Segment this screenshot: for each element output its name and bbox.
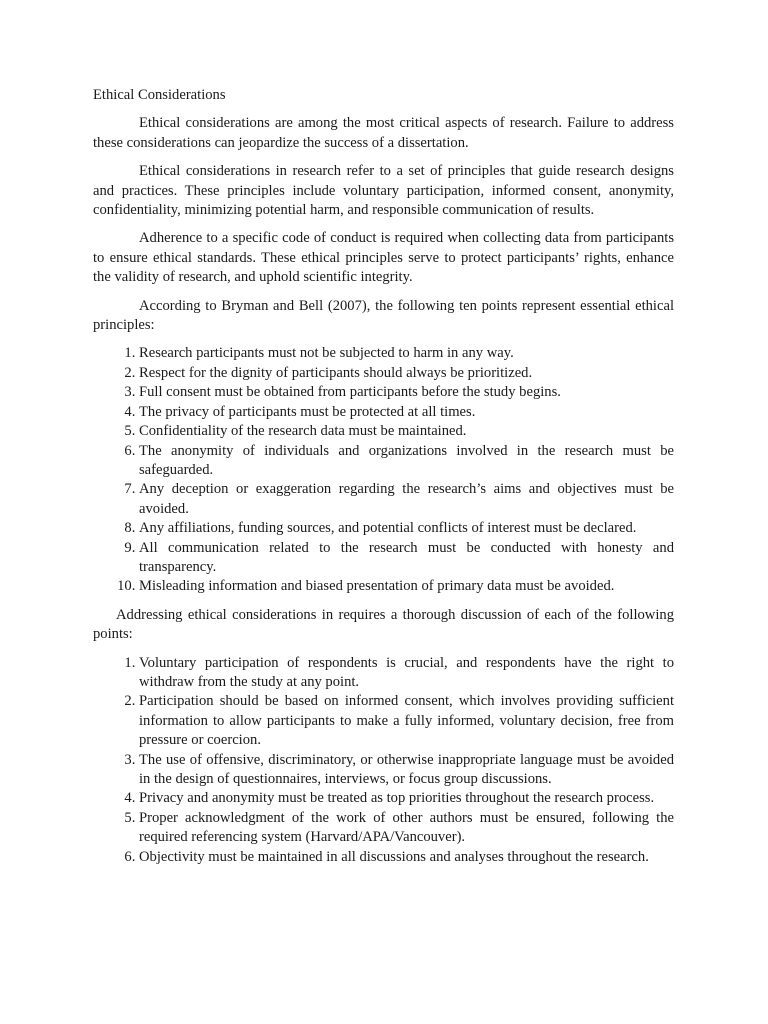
intro-paragraph-2: Ethical considerations in research refer to a set of principles that guide research designs and practices. These principles include voluntary participation, informed consent, anonymity, confidentiality, minimizing potential harm, and responsible communication of results.	[93, 163, 674, 219]
list-item: 3. Full consent must be obtained from participants before the study begins.	[139, 383, 674, 402]
list-item: 2. Participation should be based on informed consent, which involves providing sufficient information to allow participants to make a fully informed, voluntary decision, free from pressure or coercion.	[139, 692, 674, 750]
list-item: 3. The use of offensive, discriminatory, or otherwise inappropriate language must be avoided in the design of questionnaires, interviews, or focus group discussions.	[139, 751, 674, 790]
ethical-principles-list	[93, 344, 674, 596]
list-item: 1. Research participants must not be subjected to harm in any way.	[139, 344, 674, 363]
list-item: 8. Any affiliations, funding sources, and potential conflicts of interest must be declared.	[139, 519, 674, 538]
list-item: 5. Confidentiality of the research data must be maintained.	[139, 422, 674, 441]
intro-paragraph-1: Ethical considerations are among the most critical aspects of research. Failure to address these considerations can jeopardize the success of a dissertation.	[93, 115, 674, 151]
intro-paragraph-3: Adherence to a specific code of conduct is required when collecting data from participants to ensure ethical standards. These ethical principles serve to protect participants’ rights, enhance the validity of research, and uphold scientific integrity.	[93, 230, 674, 286]
addressing-paragraph: Addressing ethical considerations in requires a thorough discussion of each of the following points:	[93, 606, 674, 643]
list-item: 6. The anonymity of individuals and organizations involved in the research must be safeguarded.	[139, 442, 674, 481]
list-item: 6. Objectivity must be maintained in all discussions and analyses throughout the research.	[139, 848, 674, 867]
intro-paragraph-4: According to Bryman and Bell (2007), the following ten points represent essential ethical principles:	[93, 297, 674, 334]
list-item: 9. All communication related to the research must be conducted with honesty and transparency.	[139, 539, 674, 578]
list-item: 5. Proper acknowledgment of the work of other authors must be ensured, following the required referencing system (Harvard/APA/Vancouver).	[139, 809, 674, 848]
document-page	[93, 86, 674, 876]
list-item: 2. Respect for the dignity of participants should always be prioritized.	[139, 364, 674, 383]
section-heading: Ethical Considerations	[93, 87, 226, 103]
list-item: 7. Any deception or exaggeration regarding the research’s aims and objectives must be avoided.	[139, 480, 674, 519]
list-item: 10. Misleading information and biased presentation of primary data must be avoided.	[139, 577, 674, 596]
discussion-points-list	[93, 654, 674, 867]
list-item: 4. Privacy and anonymity must be treated as top priorities throughout the research process.	[139, 789, 674, 808]
list-item: 1. Voluntary participation of respondents is crucial, and respondents have the right to withdraw from the study at any point.	[139, 654, 674, 693]
list-item: 4. The privacy of participants must be protected at all times.	[139, 403, 674, 422]
